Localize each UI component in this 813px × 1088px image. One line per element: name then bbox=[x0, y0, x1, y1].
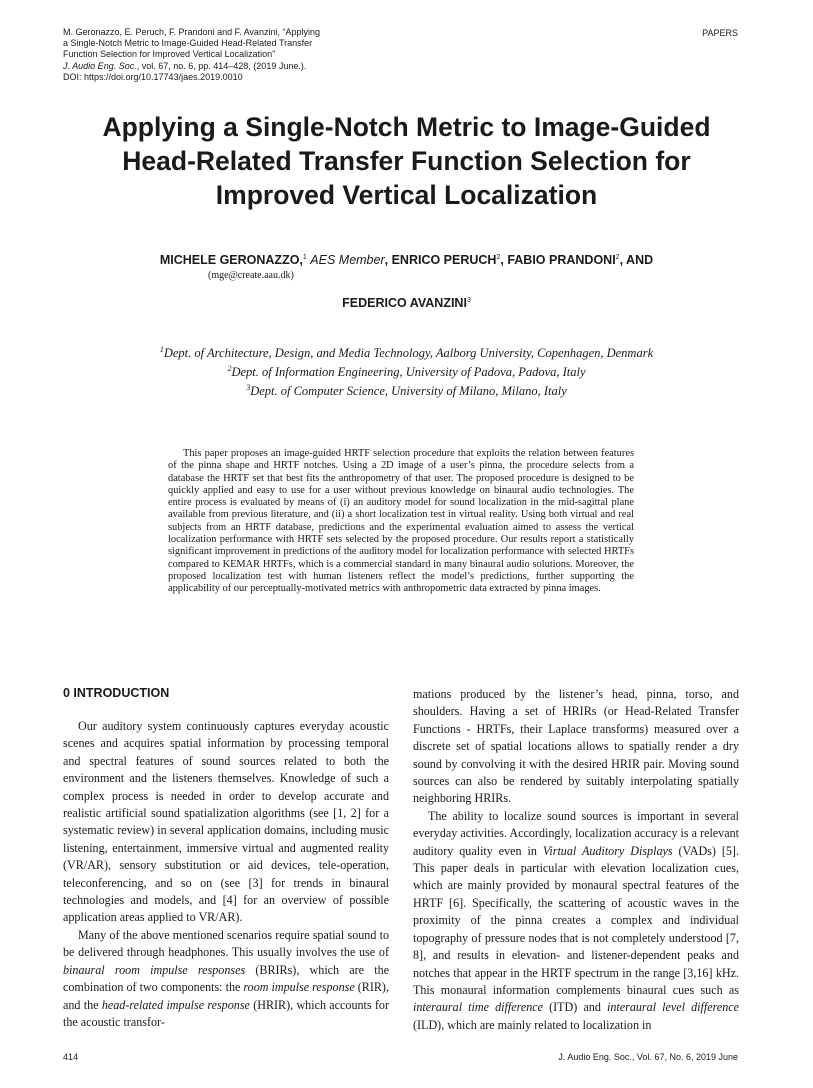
author-email[interactable]: (mge@create.aau.dk) bbox=[208, 270, 294, 281]
title-line: Improved Vertical Localization bbox=[215, 180, 598, 210]
text-run: (HRIR), which accounts for the acoustic transfor- bbox=[63, 997, 389, 1029]
page-number: 414 bbox=[63, 1052, 79, 1062]
author-name: FEDERICO AVANZINI bbox=[342, 296, 467, 310]
title-line: Applying a Single-Notch Metric to Image-Guided bbox=[102, 112, 711, 142]
author-conjunction: , AND bbox=[619, 253, 654, 267]
section-heading: 0 INTRODUCTION bbox=[63, 686, 170, 700]
text-run: (BRIRs), which are the combination of two components: the bbox=[63, 962, 389, 995]
text-run: Many of the above mentioned scenarios require spatial sound to be delivered through headphones. This usually involves the use of bbox=[63, 927, 389, 960]
author-separator: , bbox=[384, 253, 392, 267]
affiliation-mark: 2 bbox=[227, 364, 232, 374]
citation-details: , vol. 67, no. 6, pp. 414–428, (2019 June.). bbox=[136, 60, 307, 71]
text-run: (VADs) [5]. This paper deals in particular with elevation localization cues, which are mainly provided by monaural spectral features of the HRTF [6]. Specifically, the scattering of acoustic waves in the proximity of the pinna creates a complex and individual topography of pressure nodes that is not completely understood [7, 8], and results in elevation- and listener-dependent peaks and notches that appear in the HRTF spectrum in the range [3,16] kHz. This monaural information complements binaural cues such as bbox=[413, 843, 739, 997]
text-run: (RIR), and the bbox=[63, 980, 389, 1012]
citation-line: Function Selection for Improved Vertical Localization” bbox=[63, 49, 276, 60]
text-run: (ITD) and bbox=[543, 1000, 607, 1015]
body-paragraph bbox=[413, 808, 739, 1034]
author-name: MICHELE GERONAZZO, bbox=[159, 253, 303, 267]
text-run: (ILD), which are mainly related to localization in bbox=[413, 1017, 652, 1032]
citation-line: M. Geronazzo, E. Peruch, F. Prandoni and F. Avanzini, “Applying bbox=[63, 27, 320, 37]
body-column-left bbox=[63, 718, 389, 1031]
paper-title bbox=[40, 110, 773, 212]
body-paragraph bbox=[63, 927, 389, 1031]
author-affil-mark: 1 bbox=[302, 253, 307, 261]
affiliation-text: Dept. of Computer Science, University of Milano, Milano, Italy bbox=[250, 384, 567, 399]
author-affil-mark: 3 bbox=[466, 296, 471, 304]
affiliation bbox=[0, 380, 813, 399]
author-separator: , bbox=[500, 253, 508, 267]
author-line bbox=[0, 253, 813, 267]
term: binaural room impulse responses bbox=[63, 962, 246, 977]
term: interaural level difference bbox=[607, 1000, 739, 1015]
author-affil-mark: 2 bbox=[496, 253, 501, 261]
term: interaural time difference bbox=[413, 1000, 543, 1015]
author-line bbox=[0, 296, 813, 310]
author-membership: AES Member bbox=[310, 253, 385, 267]
doi-link[interactable]: DOI: https://doi.org/10.17743/jaes.2019.0010 bbox=[63, 71, 243, 82]
text-run: The ability to localize sound sources is important in several everyday activities. Accordingly, localization accuracy is a relevant auditory quality even in bbox=[413, 808, 739, 858]
author-name: FABIO PRANDONI bbox=[507, 253, 616, 267]
section-label: PAPERS bbox=[702, 28, 738, 38]
affiliation-mark: 3 bbox=[246, 383, 251, 393]
author-affil-mark: 2 bbox=[615, 253, 620, 261]
citation-block bbox=[63, 27, 383, 83]
author-name: ENRICO PERUCH bbox=[391, 253, 497, 267]
body-paragraph: mations produced by the listener’s head, pinna, torso, and shoulders. Having a set of HRIRs (or Head-Related Transfer Functions - HRTFs, their Laplace transforms) measured over a discrete set of spatial locations allows to spatially render a dry sound by convolving it with the desired HRIR pair. Moving sound sources can also be rendered by suitably interpolating spatially neighboring HRIRs. bbox=[413, 687, 739, 806]
term: room impulse response bbox=[243, 980, 355, 995]
affiliation-text: Dept. of Information Engineering, University of Padova, Padova, Italy bbox=[231, 365, 586, 380]
term: Virtual Auditory Displays bbox=[542, 843, 673, 858]
title-line: Head-Related Transfer Function Selection for bbox=[122, 146, 691, 176]
affiliation-mark: 1 bbox=[159, 345, 164, 354]
affiliation bbox=[0, 342, 813, 361]
body-column-right bbox=[413, 686, 739, 1034]
abstract: This paper proposes an image-guided HRTF selection procedure that exploits the relation between features of the pinna shape and HRTF notches. Using a 2D image of a user’s pinna, the procedure selects from a database the HRTF set that best fits the anthropometry of that user. The proposed procedure is designed to be quickly applied and easy to use for a user without previous knowledge on binaural audio technologies. The entire process is evaluated by means of (i) an auditory model for sound localization in the mid-sagittal plane available from previous literature, and (ii) a short localization test in virtual reality. Using both virtual and real subjects from an HRTF database, predictions and the experimental evaluation aimed to assess the vertical localization performance with HRTF sets selected by the proposed procedure. Our results report a statistically significant improvement in predictions of the auditory model for localization performance with selected HRTFs compared to KEMAR HRTFs, which is a commercial standard in many binaural audio solutions. Moreover, the proposed localization test with human listeners reflect the model’s predictions, further supporting the applicability of our perceptually-motivated metrics with anthropometric data extracted by pinna images. bbox=[168, 448, 634, 595]
affiliation-text: Dept. of Architecture, Design, and Media Technology, Aalborg University, Copenhagen, Denmark bbox=[163, 346, 654, 361]
affiliations bbox=[0, 342, 813, 399]
body-paragraph: Our auditory system continuously captures everyday acoustic scenes and acquires spatial information by processing temporal and spectral features of sound sources related to both the environment and the listeners themselves. Knowledge of such a complex process is needed in order to develop accurate and realistic artificial sound spatialization algorithms (see [1, 2] for a systematic review) in several application domains, including music listening, entertainment, immersive virtual and augmented reality (VR/AR), sensory substitution or aid devices, tele-operation, teleconferencing, and so on (see [3] for trends in binaural technologies and models, and [4] for an overview of possible application areas applied to VR/AR). bbox=[63, 719, 389, 925]
citation-line: a Single-Notch Metric to Image-Guided Head-Related Transfer bbox=[63, 38, 313, 49]
citation-line bbox=[63, 61, 383, 72]
citation-journal: J. Audio Eng. Soc. bbox=[63, 60, 137, 71]
affiliation bbox=[0, 361, 813, 380]
term: head-related impulse response bbox=[101, 997, 250, 1012]
footer-journal: J. Audio Eng. Soc., Vol. 67, No. 6, 2019 June bbox=[558, 1052, 738, 1062]
